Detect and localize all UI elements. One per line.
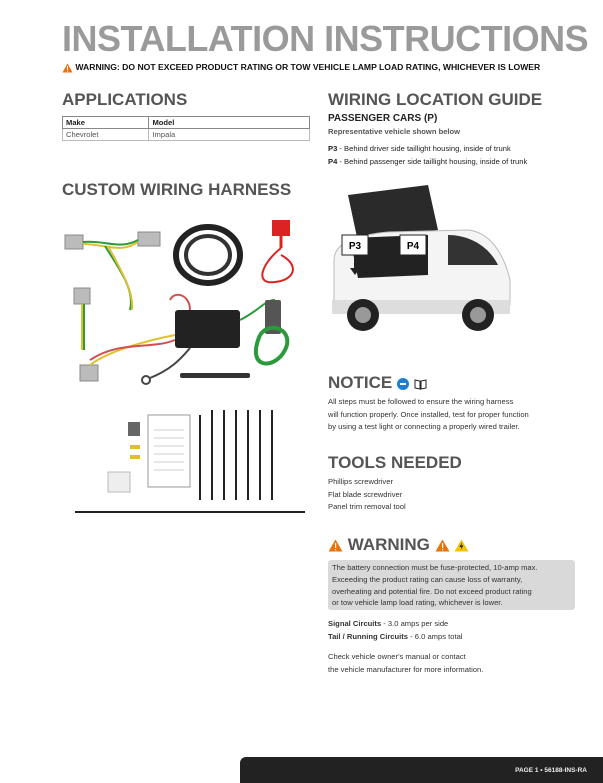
warning-line: Exceeding the product rating can cause loss of warranty, — [332, 574, 523, 584]
table-row — [63, 129, 310, 141]
circuit-value: - 3.0 amps per side — [381, 619, 449, 628]
check-line: Check vehicle owner's manual or contact — [328, 652, 466, 661]
tools-list — [328, 476, 406, 514]
location-text: - Behind driver side taillight housing, inside of trunk — [337, 144, 511, 153]
applications-table — [62, 116, 310, 141]
representative-note: Representative vehicle shown below — [328, 127, 461, 136]
tool-item: Panel trim removal tool — [328, 502, 406, 511]
warning-title: WARNING — [347, 535, 430, 554]
info-circle-icon — [397, 378, 409, 390]
column-header-model: Model — [149, 117, 310, 129]
tool-item: Flat blade screwdriver — [328, 489, 403, 499]
electrical-hazard-icon — [454, 539, 469, 552]
tools-heading: TOOLS NEEDED — [328, 453, 462, 472]
circuit-value: - 6.0 amps total — [408, 631, 463, 641]
notice-title: NOTICE — [328, 373, 393, 392]
notice-text — [328, 396, 529, 434]
wiring-guide-heading: WIRING LOCATION GUIDE — [328, 90, 543, 109]
p3-label: P3 — [348, 241, 362, 252]
top-warning — [62, 62, 540, 73]
location-item-p4 — [328, 157, 527, 166]
wiring-harness-image — [60, 210, 310, 520]
warning-box — [328, 560, 575, 610]
manual-book-icon — [414, 378, 427, 390]
cell-make: Chevrolet — [63, 129, 149, 141]
circuit-tail — [328, 631, 462, 644]
circuit-signal — [328, 618, 462, 631]
notice-line: will function properly. Once installed, test for proper function — [328, 409, 529, 419]
check-manual-text — [328, 651, 483, 676]
page-number: PAGE 1 • 56188-INS-RA — [515, 767, 587, 774]
warning-line: or tow vehicle lamp load rating, whichever is lower. — [332, 598, 503, 608]
warning-line: overheating and potential fire. Do not exceed product rating — [332, 586, 532, 596]
warning-line: The battery connection must be fuse-protected, 10-amp max. — [332, 563, 538, 572]
column-header-make: Make — [63, 117, 149, 129]
circuit-label: Tail / Running Circuits — [328, 631, 409, 641]
page-footer — [240, 757, 603, 783]
warning-heading — [328, 535, 469, 555]
check-line: the vehicle manufacturer for more information. — [328, 664, 484, 674]
harness-heading: CUSTOM WIRING HARNESS — [62, 180, 292, 199]
circuit-label: Signal Circuits — [328, 619, 382, 628]
tool-item: Phillips screwdriver — [328, 477, 393, 486]
cell-model: Impala — [149, 129, 310, 141]
warning-icon — [328, 539, 343, 552]
top-warning-text: WARNING: DO NOT EXCEED PRODUCT RATING OR TOW VEHICLE LAMP LOAD RATING, WHICHEVER IS LOWER — [75, 62, 541, 72]
p4-label: P4 — [406, 241, 420, 252]
location-text: - Behind passenger side taillight housing, inside of trunk — [337, 157, 528, 166]
location-item-p3 — [328, 144, 511, 153]
circuit-ratings — [328, 618, 462, 643]
location-code: P3 — [328, 144, 338, 153]
warning-icon — [62, 63, 73, 73]
location-code: P4 — [328, 157, 338, 166]
page-title: INSTALLATION INSTRUCTIONS — [62, 18, 589, 59]
notice-line: by using a test light or connecting a properly wired trailer. — [328, 422, 520, 431]
vehicle-photo — [328, 180, 518, 345]
applications-heading: APPLICATIONS — [62, 90, 188, 109]
warning-icon — [435, 539, 450, 552]
notice-heading — [328, 373, 427, 393]
passenger-cars-subheading: PASSENGER CARS (P) — [328, 113, 438, 124]
notice-line: All steps must be followed to ensure the wiring harness — [328, 397, 514, 406]
